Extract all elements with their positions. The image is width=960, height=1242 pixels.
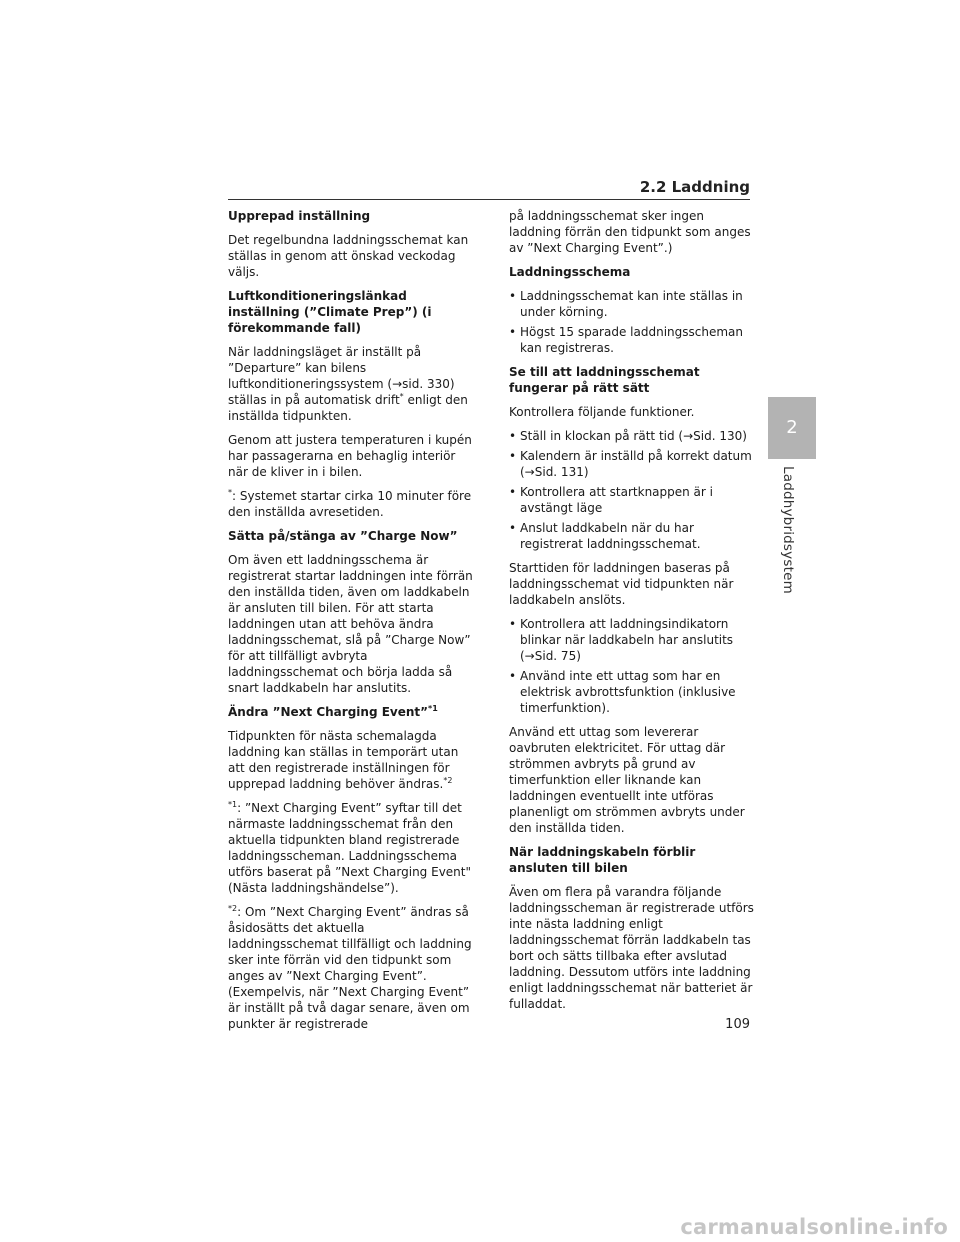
- heading-repeat-setting: Upprepad inställning: [228, 209, 371, 223]
- section-title: 2.2 Laddning: [639, 178, 750, 196]
- heading-next-charging-event: Ändra ”Next Charging Event”$^{*1}$: [228, 704, 438, 719]
- paragraph: Använd ett uttag som levererar oavbruten elektricitet. För uttag där strömmen avbryts på grund av timerfunktion eller liknande kan laddningen eventuellt inte utföras planenligt om strömmen avbryts under den inställda tiden.: [509, 725, 745, 835]
- paragraph: Tidpunkten för nästa schemalagda laddning kan ställas in temporärt utan att den registrerade inställningen för upprepad laddning behöver ändras.$^{*2}$: [228, 729, 459, 791]
- watermark: carmanualsonline.info: [680, 1215, 948, 1239]
- list-item: • Använd inte ett uttag som har en elektrisk avbrottsfunktion (inklusive timerfunktion).: [509, 668, 754, 716]
- paragraph: Om även ett laddningsschema är registrerat startar laddningen inte förrän den inställda tiden, även om laddkabeln är ansluten till bilen. För att starta laddningen utan att behöva ändra laddningsschemat, slå på ”Charge Now” för att tillfälligt avbryta laddningsschemat och börja ladda så snart laddkabeln har anslutits.: [228, 553, 473, 695]
- paragraph: på laddningsschemat sker ingen laddning förrän den tidpunkt som anges av ”Next Charging Event”.): [509, 209, 751, 255]
- footnote: *: Systemet startar cirka 10 minuter före den inställda avresetiden.: [228, 488, 472, 519]
- list-item: • Kontrollera att startknappen är i avstängt läge: [509, 484, 754, 516]
- list-item: • Kalendern är inställd på korrekt datum (→Sid. 131): [509, 448, 754, 480]
- footnote: $^{*1}$: ”Next Charging Event” syftar till det närmaste laddningsschemat från den aktuella tidpunkten bland registrerade laddningsscheman. Laddningsschema utförs baserat på ”Next Charging Event" (Nästa laddningshändelse”).: [228, 800, 472, 895]
- heading-charge-now: Sätta på/stänga av ”Charge Now”: [228, 529, 458, 543]
- heading-climate-prep: Luftkonditioneringslänkad inställning (”Climate Prep”) (i förekommande fall): [228, 289, 432, 335]
- section-header: [228, 178, 750, 200]
- left-column: [228, 208, 473, 1040]
- paragraph: Det regelbundna laddningsschemat kan ställas in genom att önskad veckodag väljs.: [228, 233, 469, 279]
- right-column: [509, 208, 754, 1020]
- chapter-tab-number: 2: [768, 397, 816, 459]
- list-item: • Högst 15 sparade laddningsscheman kan registreras.: [509, 324, 754, 356]
- heading-cable-connected: När laddningskabeln förblir ansluten till bilen: [509, 845, 696, 875]
- chapter-tab-label: Laddhybridsystem: [780, 466, 796, 594]
- paragraph: Kontrollera följande funktioner.: [509, 405, 695, 419]
- page-number: 109: [725, 1017, 750, 1032]
- footnote: $^{*2}$: Om ”Next Charging Event” ändras så åsidosätts det aktuella laddningsschemat tillfälligt och laddning sker inte förrän vid den tidpunkt som anges av ”Next Charging Event”. (Exempelvis, när ”Next Charging Event” är inställt på två dagar senare, även om punkter är registrerade: [228, 904, 472, 1031]
- heading-schedule-works: Se till att laddningsschemat fungerar på rätt sätt: [509, 365, 700, 395]
- list-item: • Anslut laddkabeln när du har registrerat laddningsschemat.: [509, 520, 754, 552]
- bullet-list: [509, 288, 754, 356]
- list-item: • Laddningsschemat kan inte ställas in under körning.: [509, 288, 754, 320]
- heading-charging-schedule: Laddningsschema: [509, 265, 631, 279]
- paragraph: Genom att justera temperaturen i kupén har passagerarna en behaglig interiör när de kliver in i bilen.: [228, 433, 472, 479]
- bullet-list: [509, 428, 754, 552]
- paragraph: När laddningsläget är inställt på ”Departure” kan bilens luftkonditioneringssystem (→sid. 330) ställas in på automatisk drift* enligt den inställda tidpunkten.: [228, 345, 468, 423]
- bullet-list: [509, 616, 754, 716]
- list-item: • Kontrollera att laddningsindikatorn blinkar när laddkabeln har anslutits (→Sid. 75): [509, 616, 754, 664]
- header-divider: [228, 199, 750, 200]
- paragraph: Även om flera på varandra följande laddningsscheman är registrerade utförs inte nästa laddning enligt laddningsschemat förrän laddkabeln tas bort och sätts tillbaka efter avslutad laddning. Dessutom utförs inte laddning enligt laddningsschemat när batteriet är fulladdat.: [509, 885, 754, 1011]
- paragraph: Starttiden för laddningen baseras på laddningsschemat vid tidpunkten när laddkabeln anslöts.: [509, 561, 734, 607]
- list-item: • Ställ in klockan på rätt tid (→Sid. 130): [509, 428, 754, 444]
